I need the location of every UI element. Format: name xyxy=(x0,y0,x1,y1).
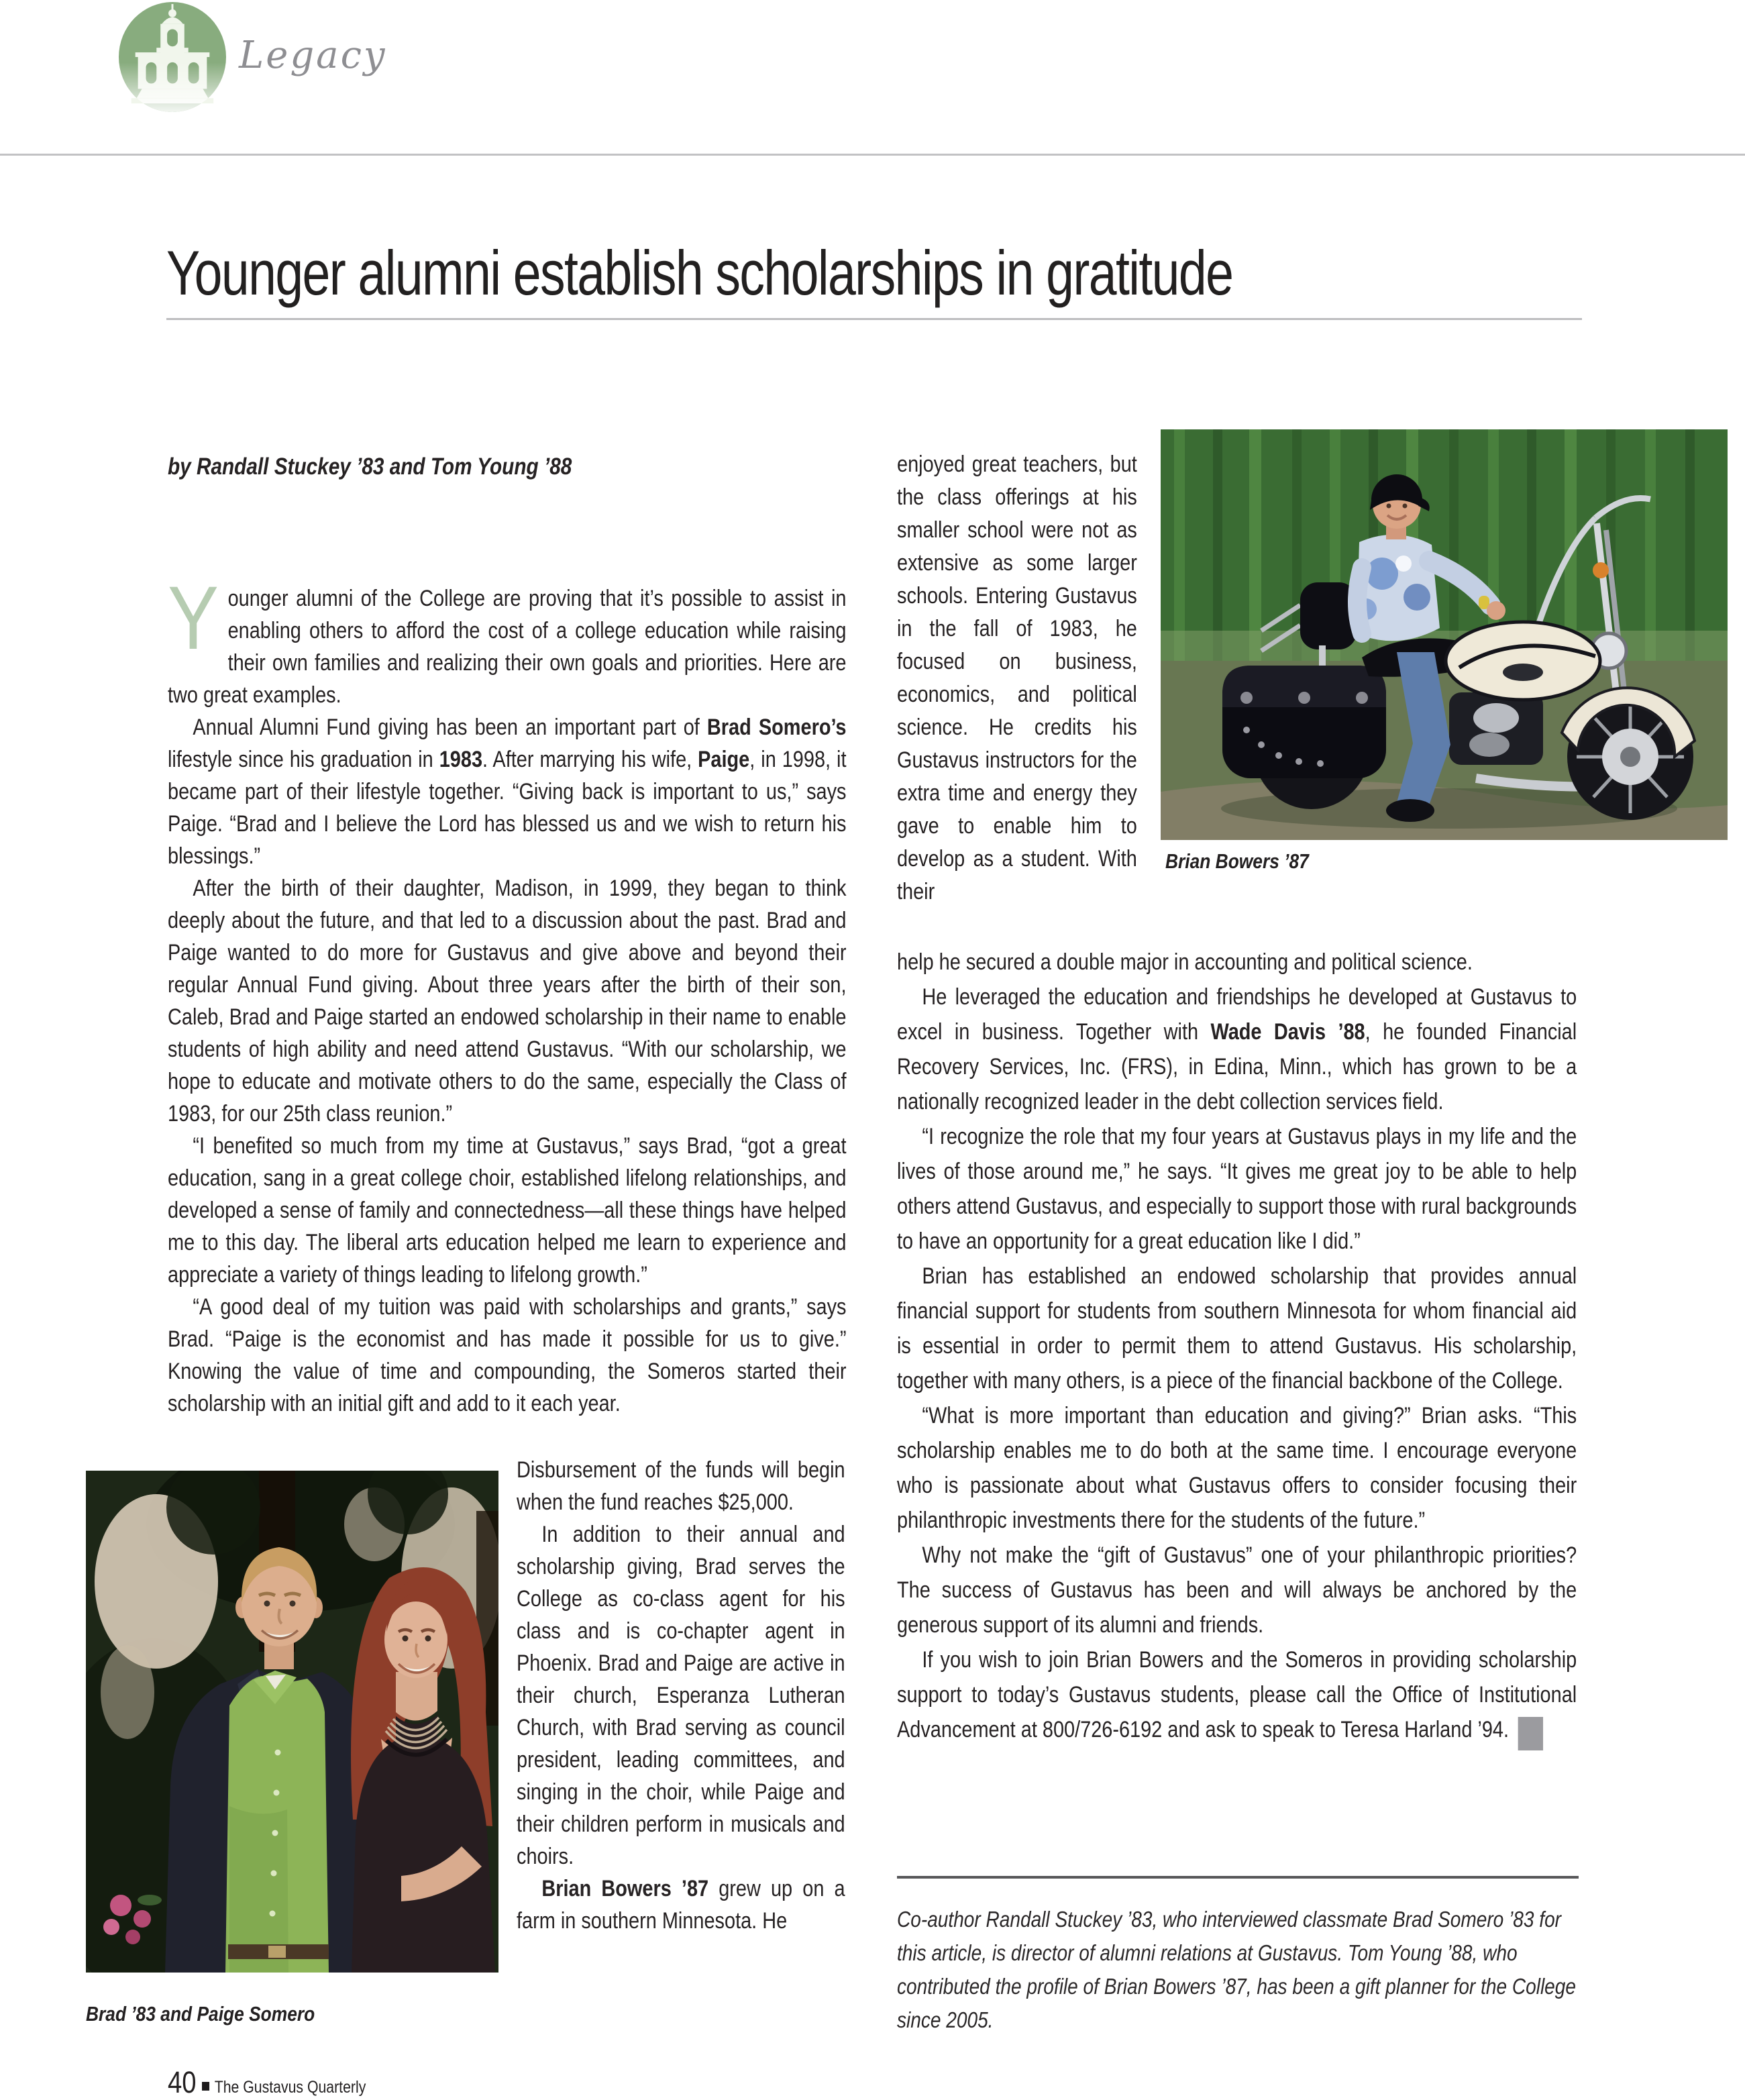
woman-figure xyxy=(351,1567,495,1973)
paragraph-continuation: help he secured a double major in accounting and political science. xyxy=(897,949,1473,975)
paragraph: “I benefited so much from my time at Gustavus,” says Brad, “got a great education, sang in a great college choir, established lifelong relationships, and developed a sense of family and connectedness—all these things have helped me to this day. The liberal arts education helped me learn to experience and appreciate a variety of things leading to lifelong growth.” xyxy=(168,1133,847,1288)
paragraph: Brian has established an endowed scholarship that provides annual financial support for students from southern Minnesota for whom financial aid is essential in order to permit them to attend Gustavus. His scholarship, together with many others, is a piece of the financial backbone of the College. xyxy=(897,1263,1577,1394)
paragraph: “I recognize the role that my four years at Gustavus plays in my life and the lives of those around me,” he says. “It gives me great joy to be able to help others attend Gustavus, and especially to support those with rural backgrounds to have an opportunity for a great education like I did.” xyxy=(897,1124,1577,1254)
title-rule xyxy=(166,318,1582,320)
motorcycle-photo xyxy=(1161,429,1728,840)
couple-photo-caption: Brad ’83 and Paige Somero xyxy=(86,2002,315,2026)
bold-name: Brad Somero’s xyxy=(706,715,847,740)
author-note-rule xyxy=(897,1876,1579,1879)
bold-name: Wade Davis ’88 xyxy=(1210,1019,1365,1045)
motorcycle-photo-art xyxy=(1161,429,1728,840)
paragraph: Brian Bowers ’87 grew up on a farm in southern Minnesota. He xyxy=(517,1876,845,1934)
motorcycle-photo-caption: Brian Bowers ’87 xyxy=(1165,849,1309,873)
header-rule xyxy=(0,154,1745,156)
section-label: Legacy xyxy=(239,34,387,77)
right-column xyxy=(897,945,1577,1750)
old-main-building-icon xyxy=(118,1,227,113)
paragraph: After the birth of their daughter, Madison, in 1999, they began to think deeply about the future, and that led to a discussion about the past. Brad and Paige wanted to do more for Gustavus and give above and beyond their regular Annual Fund giving. About three years after the birth of their son, Caleb, Brad and Paige started an endowed scholarship in their name to enable students of high ability and need attend Gustavus. “With our scholarship, we hope to educate and motivate others to do the same, especially the Class of 1983, for our 25th class reunion.” xyxy=(168,876,847,1126)
paragraph: “A good deal of my tuition was paid with scholarships and grants,” says Brad. “Paige is the economist and has made it possible for us to give.” Knowing the value of time and compounding, the Someros started their scholarship with an initial gift and add to it each year. xyxy=(168,1294,847,1416)
publication-name: The Gustavus Quarterly xyxy=(214,2078,366,2097)
author-note: Co-author Randall Stuckey ’83, who interviewed classmate Brad Somero ’83 for this article, is director of alumni relations at Gustavus. Tom Young ’88, who contributed the profile of Brian Bowers ’87, has been a gift planner for the College since 2005. xyxy=(897,1907,1576,2032)
page-footer xyxy=(168,2065,366,2100)
paragraph-intro: Younger alumni of the College are proving that it’s possible to assist in enabling others to afford the cost of a college education while raising their own families and realizing their own goals and priorities. Here are two great examples. xyxy=(168,568,847,708)
paragraph: Annual Alumni Fund giving has been an important part of Brad Somero’s lifestyle since his graduation in 1983. After marrying his wife, Paige, in 1998, it became part of their lifestyle together. “Giving back is important to us,” says Paige. “Brad and I believe the Lord has blessed us and we wish to return his blessings.” xyxy=(168,715,847,869)
footer-square-bullet-icon xyxy=(202,2082,209,2091)
bold-year: 1983 xyxy=(439,747,483,772)
paragraph: Why not make the “gift of Gustavus” one of your philanthropic priorities? The success of Gustavus has been and will always be anchored by the generous support of its alumni and friends. xyxy=(897,1542,1577,1638)
right-column-wrapped xyxy=(897,448,1137,908)
paragraph-continuation: enjoyed great teachers, but the class offerings at his smaller school were not as extensive as some larger schools. Entering Gustavus in the fall of 1983, he focused on business, economics, and political science. He credits his Gustavus instructors for the extra time and energy they gave to enable him to develop as a student. With their xyxy=(897,452,1137,904)
article-title: Younger alumni establish scholarships in gratitude xyxy=(166,238,1233,308)
bold-name: Paige xyxy=(698,747,750,772)
left-column xyxy=(168,568,847,1420)
paragraph: In addition to their annual and scholarship giving, Brad serves the College as co-class agent for his class and is co-chapter agent in Phoenix. Brad and Paige are active in their church, Esperanza Lutheran Church, with Brad serving as council president, leading committees, and singing in the choir, while Paige and their children perform in musicals and choirs. xyxy=(517,1522,845,1869)
paragraph-closing: If you wish to join Brian Bowers and the Someros in providing scholarship support to today’s Gustavus students, please call the Office of Institutional Advancement at 800/726-6192 and ask to speak to Teresa Harland ’94. G xyxy=(897,1647,1577,1749)
couple-photo-art xyxy=(86,1471,498,1973)
drop-cap: Y xyxy=(168,568,219,668)
page-number: 40 xyxy=(168,2065,197,2099)
paragraph: “What is more important than education and giving?” Brian asks. “This scholarship enables me to do both at the same time. I encourage everyone who is passionate about what Gustavus offers to consider focusing their philanthropic investments there for the students of the future.” xyxy=(897,1403,1577,1533)
paragraph-continuation: Disbursement of the funds will begin when the fund reaches $25,000. xyxy=(517,1457,845,1515)
left-column-wrapped xyxy=(517,1454,845,1937)
bold-name: Brian Bowers ’87 xyxy=(541,1876,709,1901)
legacy-section-logo xyxy=(118,1,227,113)
end-mark-icon: G xyxy=(1518,1717,1543,1750)
byline: by Randall Stuckey ’83 and Tom Young ’88 xyxy=(168,454,572,480)
paragraph: He leveraged the education and friendships he developed at Gustavus to excel in business. Together with Wade Davis ’88, he founded Financial Recovery Services, Inc. (FRS), in Edina, Minn., which has grown to be a nationally recognized leader in the debt collection services field. xyxy=(897,984,1577,1114)
couple-photo xyxy=(86,1471,498,1973)
